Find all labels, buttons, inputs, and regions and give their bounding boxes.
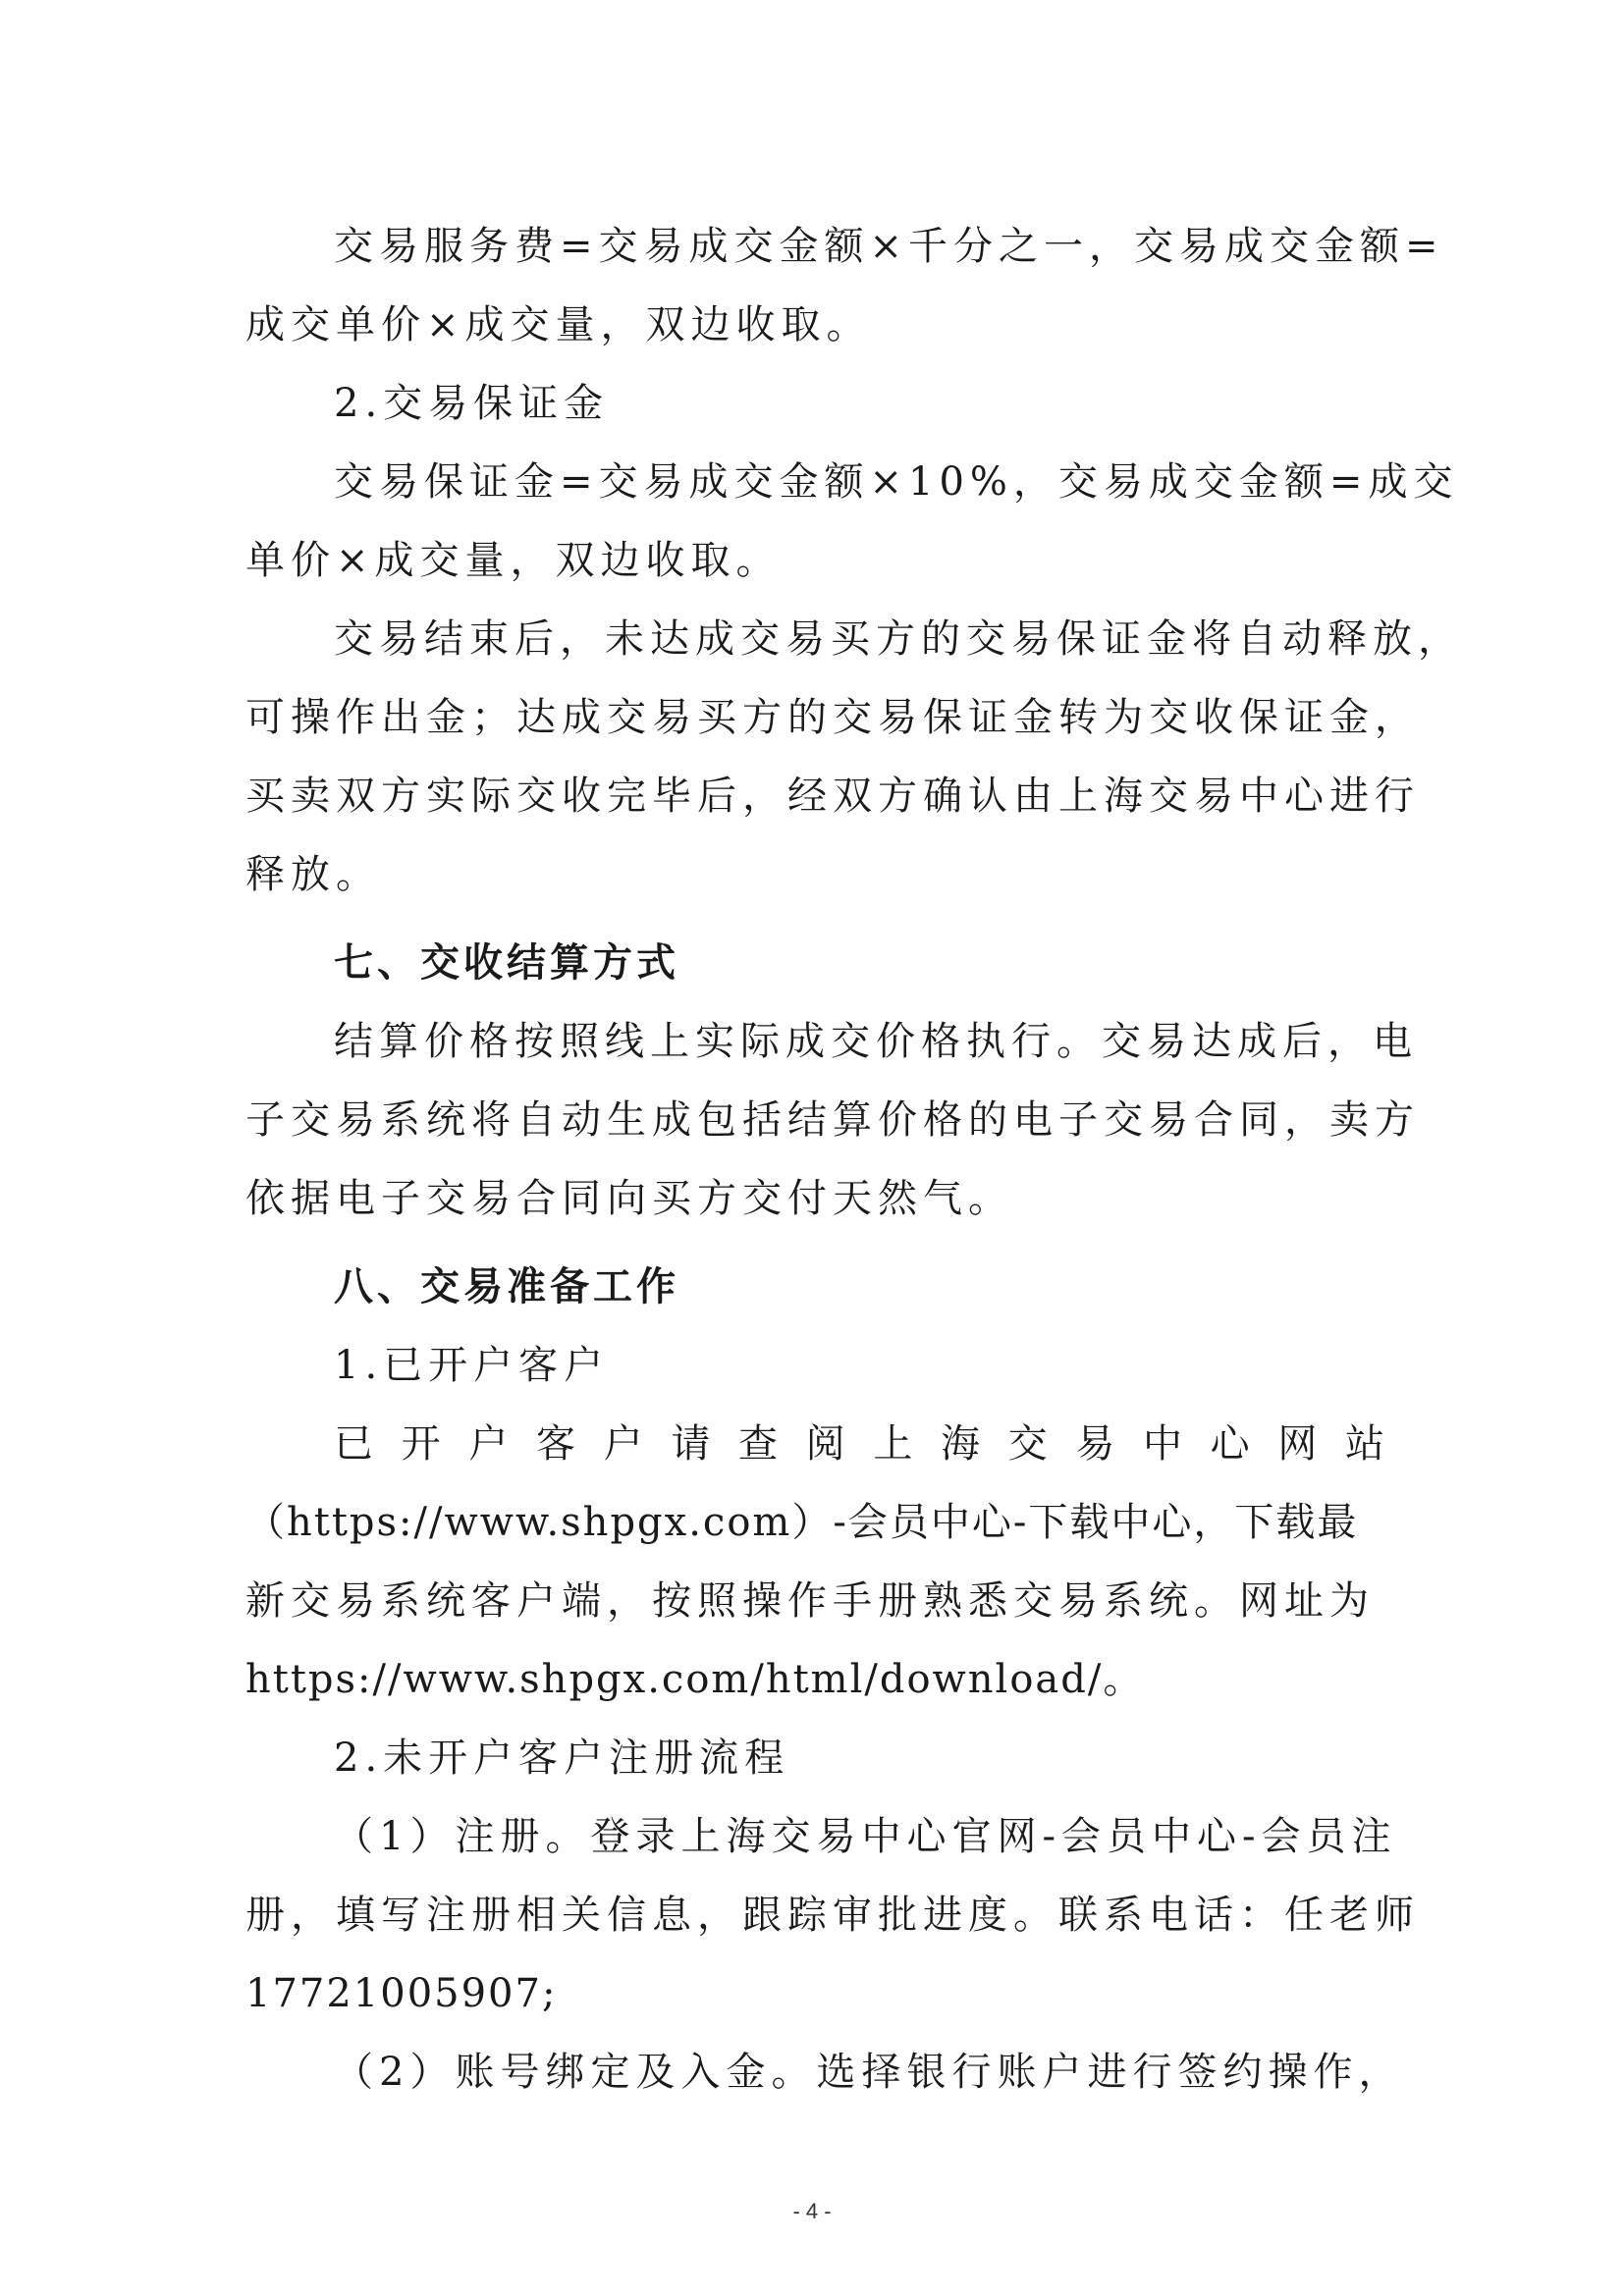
section-heading: 八、交易准备工作 [334, 1264, 679, 1309]
paragraph-line: 依据电子交易合同向买方交付天然气。 [245, 1176, 1013, 1221]
paragraph-line: （https://www.shpgx.com）-会员中心-下载中心，下载最 [245, 1500, 1359, 1545]
url-line: https://www.shpgx.com/html/download/。 [245, 1657, 1145, 1702]
paragraph-line: 已开户客户请查阅上海交易中心网站 [334, 1421, 1384, 1467]
paragraph-line: 可操作出金；达成交易买方的交易保证金转为交收保证金， [245, 695, 1420, 740]
paragraph-line: （2）账号绑定及入金。选择银行账户进行签约操作， [334, 2050, 1404, 2095]
section-heading: 七、交收结算方式 [334, 940, 679, 986]
paragraph-line: 单价×成交量，双边收取。 [245, 538, 782, 583]
paragraph-line: 交易服务费=交易成交金额×千分之一，交易成交金额= [334, 224, 1444, 269]
paragraph-line: 释放。 [245, 852, 381, 897]
list-item-heading: 2.未开户客户注册流程 [334, 1735, 790, 1781]
paragraph-line: 交易结束后，未达成交易买方的交易保证金将自动释放， [334, 616, 1463, 662]
paragraph-line: 交易保证金=交易成交金额×10%，交易成交金额=成交 [334, 459, 1459, 505]
page-number: - 4 - [792, 2199, 832, 2223]
phone-number-line: 17721005907; [245, 1971, 558, 2016]
paragraph-line: 新交易系统客户端，按照操作手册熟悉交易系统。网址为 [245, 1578, 1375, 1624]
list-item-heading: 2.交易保证金 [334, 381, 610, 426]
paragraph-line: 册，填写注册相关信息，跟踪审批进度。联系电话：任老师 [245, 1893, 1420, 1938]
paragraph-line: 子交易系统将自动生成包括结算价格的电子交易合同，卖方 [245, 1097, 1420, 1143]
list-item-heading: 1.已开户客户 [334, 1343, 610, 1388]
paragraph-line: 买卖双方实际交收完毕后，经双方确认由上海交易中心进行 [245, 774, 1420, 819]
paragraph-line: （1）注册。登录上海交易中心官网-会员中心-会员注 [334, 1814, 1397, 1859]
paragraph-line: 结算价格按照线上实际成交价格执行。交易达成后，电 [334, 1019, 1418, 1064]
paragraph-line: 成交单价×成交量，双边收取。 [245, 302, 872, 347]
